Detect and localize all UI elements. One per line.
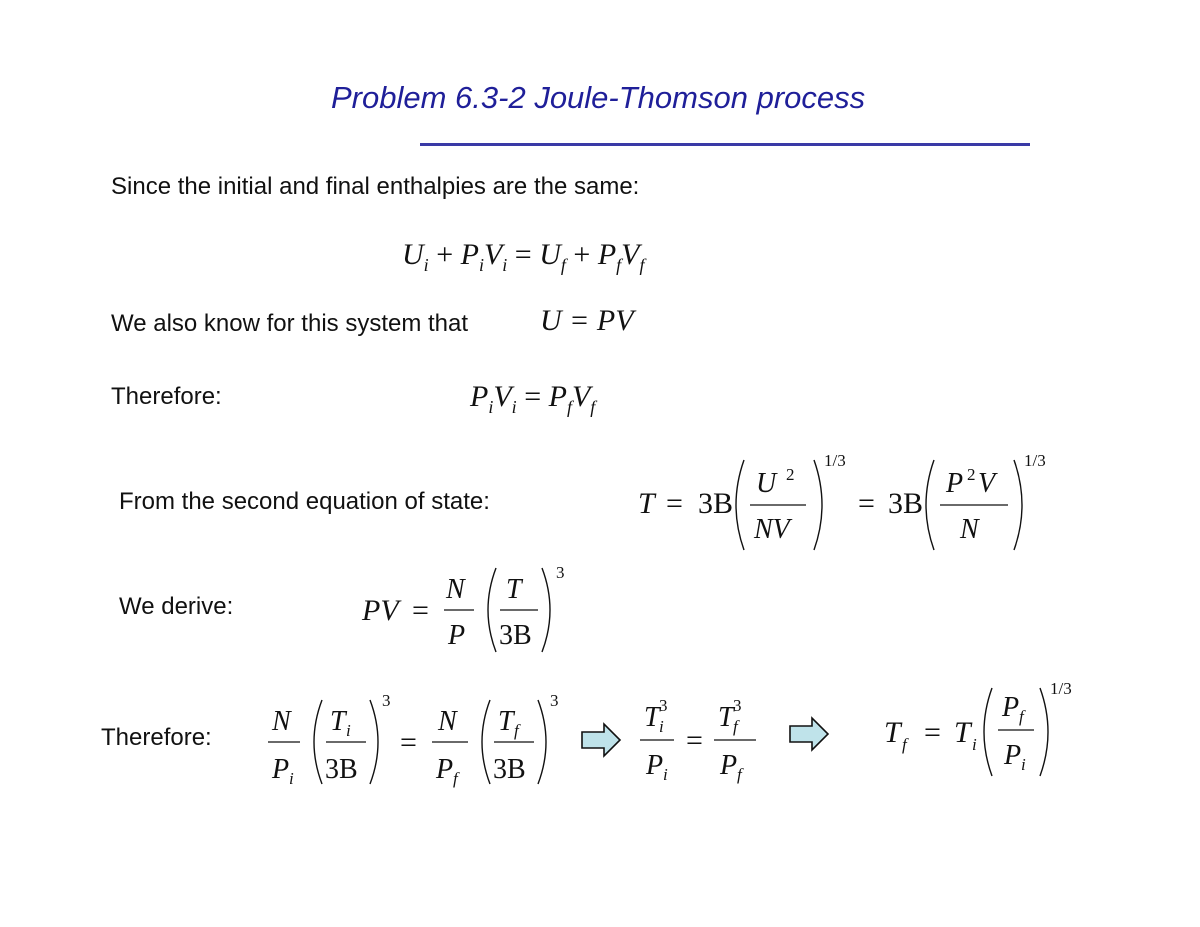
svg-text:i: i [289, 769, 294, 788]
svg-text:=: = [924, 716, 941, 749]
temperature-equation [636, 450, 1056, 560]
svg-text:P: P [720, 750, 738, 781]
svg-text:3: 3 [556, 563, 565, 582]
svg-text:f: f [453, 769, 458, 788]
svg-text:P: P [646, 750, 664, 781]
svg-text:P: P [272, 754, 290, 785]
svg-text:3: 3 [733, 696, 742, 715]
svg-text:i: i [1021, 755, 1026, 774]
svg-text:P: P [448, 620, 466, 651]
svg-text:f: f [733, 717, 738, 736]
svg-text:P: P [946, 468, 964, 499]
right-arrow-icon [790, 718, 828, 750]
svg-text:1/3: 1/3 [824, 451, 846, 470]
svg-text:3B: 3B [493, 754, 526, 785]
svg-text:N: N [960, 514, 979, 545]
svg-text:f: f [1019, 707, 1024, 726]
svg-text:U: U [756, 468, 777, 499]
svg-text:=: = [686, 724, 703, 757]
svg-text:T: T [330, 706, 346, 737]
svg-text:3B: 3B [499, 620, 532, 651]
svg-text:i: i [659, 717, 664, 736]
enthalpy-statement: Since the initial and final enthalpies are the same: [111, 173, 640, 200]
svg-text:N: N [446, 574, 465, 605]
svg-text:T: T [498, 706, 514, 737]
svg-text:i: i [972, 735, 977, 754]
svg-text:3: 3 [382, 691, 391, 710]
enthalpy-equation: $U_i + P_iV_i = U_f + P_fV_f$ [402, 238, 645, 275]
svg-text:i: i [663, 765, 668, 784]
svg-text:f: f [902, 735, 907, 754]
svg-text:1/3: 1/3 [1024, 451, 1046, 470]
u-equals-pv-equation: U = PV [540, 304, 634, 337]
svg-text:2: 2 [786, 465, 795, 484]
svg-text:T: T [506, 574, 522, 605]
pv-equality-equation: $P_iV_i = P_fV_f$ [470, 380, 596, 417]
system-statement: We also know for this system that [111, 310, 469, 337]
svg-text:P: P [436, 754, 454, 785]
svg-text:PV: PV [362, 594, 399, 627]
svg-text:T: T [644, 702, 660, 733]
right-arrow-icon [582, 724, 620, 756]
svg-text:2: 2 [967, 465, 976, 484]
state-equation-statement: From the second equation of state: [119, 488, 490, 515]
svg-text:3B: 3B [888, 487, 924, 520]
svg-text:T: T [718, 702, 734, 733]
svg-text:3B: 3B [325, 754, 358, 785]
svg-text:T: T [638, 487, 655, 520]
svg-text:=: = [858, 487, 875, 520]
svg-text:i: i [346, 721, 351, 740]
derived-pv-equation [360, 560, 590, 660]
svg-text:f: f [737, 765, 742, 784]
derive-label: We derive: [119, 593, 234, 620]
svg-text:P: P [1002, 692, 1020, 723]
svg-text:3: 3 [659, 696, 668, 715]
svg-text:=: = [666, 487, 683, 520]
final-derivation [262, 680, 1092, 800]
svg-text:P: P [1004, 740, 1022, 771]
svg-text:3B: 3B [698, 487, 734, 520]
svg-text:N: N [438, 706, 457, 737]
svg-text:V: V [978, 468, 996, 499]
therefore-label-1: Therefore: [111, 383, 222, 410]
svg-text:NV: NV [754, 514, 790, 545]
title-underline [420, 143, 1030, 146]
svg-text:T: T [954, 716, 971, 749]
svg-text:N: N [272, 706, 291, 737]
svg-text:=: = [412, 594, 429, 627]
svg-text:1/3: 1/3 [1050, 679, 1072, 698]
svg-text:f: f [514, 721, 519, 740]
svg-text:T: T [884, 716, 901, 749]
therefore-label-2: Therefore: [101, 724, 212, 751]
svg-text:3: 3 [550, 691, 559, 710]
svg-text:=: = [400, 726, 417, 759]
page-title: Problem 6.3-2 Joule-Thomson process [331, 80, 866, 115]
